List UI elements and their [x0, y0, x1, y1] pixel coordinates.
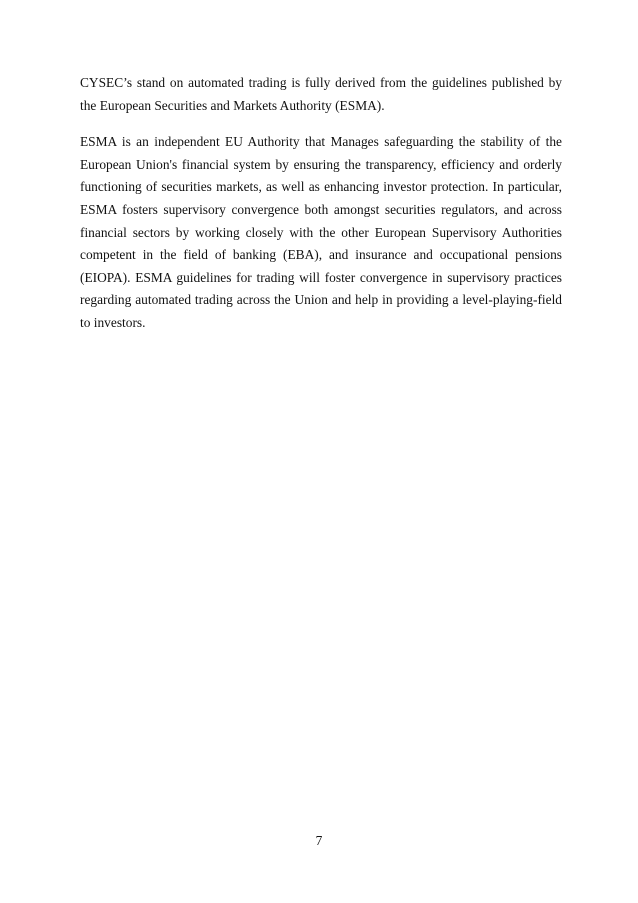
page-number: 7	[315, 833, 323, 848]
paragraph-esma-description: ESMA is an independent EU Authority that Manages safeguarding the stability of the European Union's financial system by ensuring the transparency, efficiency and orderly functioning of securities markets, as well as enhancing investor protection. In particular, ESMA fosters supervisory convergence both amongst securities regulators, and across financial sectors by working closely with the other European Supervisory Authorities competent in the field of banking (EBA), and insurance and occupational pensions (EIOPA). ESMA guidelines for trading will foster convergence in supervisory practices regarding automated trading across the Union and help in providing a level-playing-field to investors.	[80, 134, 562, 330]
paragraph-cysec-stand: CYSEC’s stand on automated trading is fully derived from the guidelines published by the European Securities and Markets Authority (ESMA).	[80, 75, 562, 113]
body-text	[80, 72, 562, 335]
